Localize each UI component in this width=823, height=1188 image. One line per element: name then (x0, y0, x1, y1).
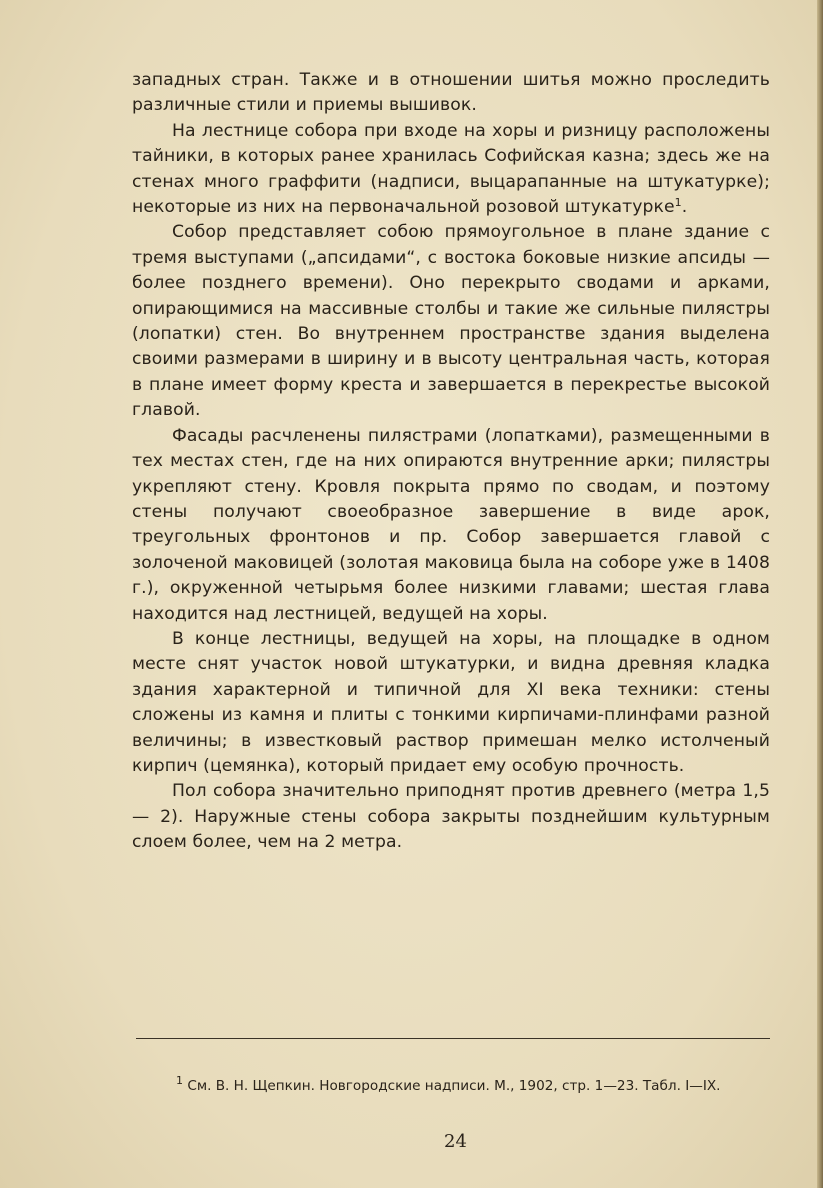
paragraph-5: В конце лестницы, ведущей на хоры, на площадке в одном месте снят участок новой штукатурки, и видна древняя кладка здания характерной и типичной для XI века техники: стены сложены из камня и плиты с тонкими кирпичами-плинфами разной величины; в известковый раствор примешан мелко истолченый кирпич (цемянка), который придает ему особую прочность. (132, 628, 770, 776)
footnote (136, 1075, 776, 1097)
main-text (132, 68, 770, 856)
paragraph-2-text: На лестнице собора при входе на хоры и ризницу расположены тайники, в которых ранее хранилась Софийская казна; здесь же на стенах много граффити (надписи, выцарапанные на штукатурке); некоторые из них на первоначальной розовой штукатурке (132, 120, 770, 218)
page-edge-shadow (817, 0, 823, 1188)
paragraph-6: Пол собора значительно приподнят против древнего (метра 1,5 — 2). Наружные стены собора закрыты позднейшим культурным слоем более, чем на 2 метра. (132, 781, 770, 853)
footnote-reference: 1 (674, 196, 682, 210)
footnote-marker: 1 (176, 1074, 183, 1087)
paragraph-3: Собор представляет собою прямоугольное в плане здание с тремя выступами („апсидами“, с востока боковые низкие апсиды — более позднего времени). Оно перекрыто сводами и арками, опирающимися на массивные столбы и такие же сильные пилястры (лопатки) стен. Во внутреннем пространстве здания выделена своими размерами в ширину и в высоту центральная часть, которая в плане имеет форму креста и завершается в перекрестье высокой главой. (132, 222, 770, 421)
footnote-divider (136, 1038, 770, 1039)
page-number: 24 (444, 1131, 467, 1152)
paragraph-2: На лестнице собора при входе на хоры и ризницу расположены тайники, в которых ранее хранилась Софийская казна; здесь же на стенах много граффити (надписи, выцарапанные на штукатурке); некоторые из них на первоначальной розовой штукатурке$^1$. (132, 120, 770, 218)
footnote-text: См. В. Н. Щепкин. Новгородские надписи. М., 1902, стр. 1—23. Табл. I—IX. (187, 1078, 721, 1094)
paragraph-1: западных стран. Также и в отношении шитья можно проследить различные стили и приемы вышивок. (132, 70, 770, 116)
paragraph-4: Фасады расчленены пилястрами (лопатками), размещенными в тех местах стен, где на них опираются внутренние арки; пилястры укрепляют стену. Кровля покрыта прямо по сводам, и поэтому стены получают своеобразное завершение в виде арок, треугольных фронтонов и пр. Собор завершается главой с золоченой маковицей (золотая маковица была на соборе уже в 1408 г.), окруженной четырьмя более низкими главами; шестая глава находится над лестницей, ведущей на хоры. (132, 425, 770, 624)
